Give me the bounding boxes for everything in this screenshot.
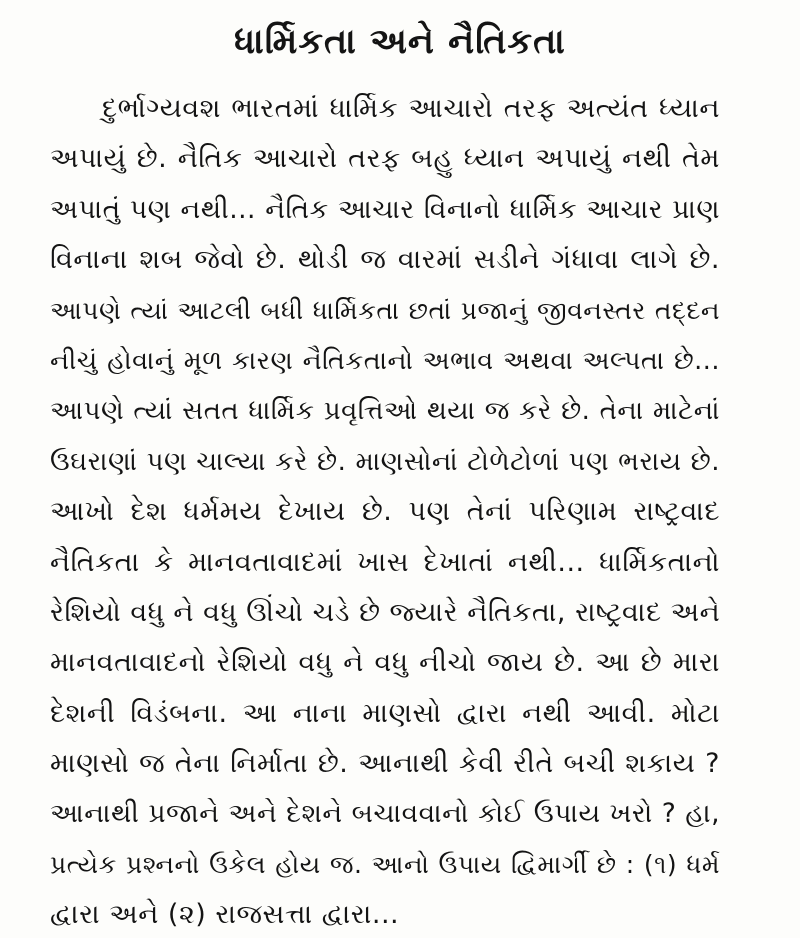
text-line: પ્રત્યેક પ્રશ્નનો ઉકેલ હોય જ. આનો ઉપાય દ્વિમાર્ગી છે : (૧) ધર્મ: [50, 849, 720, 879]
text-line: આપણે ત્યાં આટલી બધી ધાર્મિકતા છતાં પ્રજાનું જીવનસ્તર તદ્દન: [50, 295, 720, 325]
article-body: [50, 84, 720, 941]
text-line: દ્વારા અને (૨) રાજસત્તા દ્વારા...: [50, 899, 400, 931]
text-line: નીચું હોવાનું મૂળ કારણ નૈતિકતાનો અભાવ અથવા અલ્પતા છે...: [50, 345, 720, 376]
article-title: ધાર્મિકતા અને નૈતિકતા: [234, 22, 566, 62]
text-line: દેશની વિડંબના. આ નાના માણસો દ્વારા નથી આવી. મોટા: [50, 697, 720, 729]
text-line: ઉઘરાણાં પણ ચાલ્યા કરે છે. માણસોનાં ટોળેટોળાં પણ ભરાય છે.: [50, 446, 720, 477]
text-line: વિનાના શબ જેવો છે. થોડી જ વારમાં સડીને ગંધાવા લાગે છે.: [50, 244, 720, 276]
text-line: આનાથી પ્રજાને અને દેશને બચાવવાનો કોઈ ઉપાય ખરો ? હા,: [50, 798, 720, 830]
text-line: અપાયું છે. નૈતિક આચારો તરફ બહુ ધ્યાન અપાયું નથી તેમ: [50, 143, 720, 175]
text-line: માનવતાવાદનો રેશિયો વધુ ને વધુ નીચો જાય છે. આ છે મારા: [50, 647, 720, 679]
text-line: દુર્ભાગ્યવશ ભારતમાં ધાર્મિક આચારો તરફ અત્યંત ધ્યાન: [102, 93, 720, 124]
text-line: રેશિયો વધુ ને વધુ ઊંચો ચડે છે જ્યારે નૈતિકતા, રાષ્ટ્રવાદ અને: [50, 596, 720, 628]
text-line: આપણે ત્યાં સતત ધાર્મિક પ્રવૃત્તિઓ થયા જ કરે છે. તેના માટેનાં: [50, 396, 720, 427]
text-line: માણસો જ તેના નિર્માતા છે. આનાથી કેવી રીતે બચી શકાય ?: [50, 748, 720, 780]
text-line: આખો દેશ ધર્મમય દેખાય છે. પણ તેનાં પરિણામ રાષ્ટ્રવાદ: [50, 496, 720, 528]
text-line: નૈતિકતા કે માનવતાવાદમાં ખાસ દેખાતાં નથી... ધાર્મિકતાનો: [50, 546, 720, 578]
text-line: અપાતું પણ નથી... નૈતિક આચાર વિનાનો ધાર્મિક આચાર પ્રાણ: [50, 193, 720, 225]
